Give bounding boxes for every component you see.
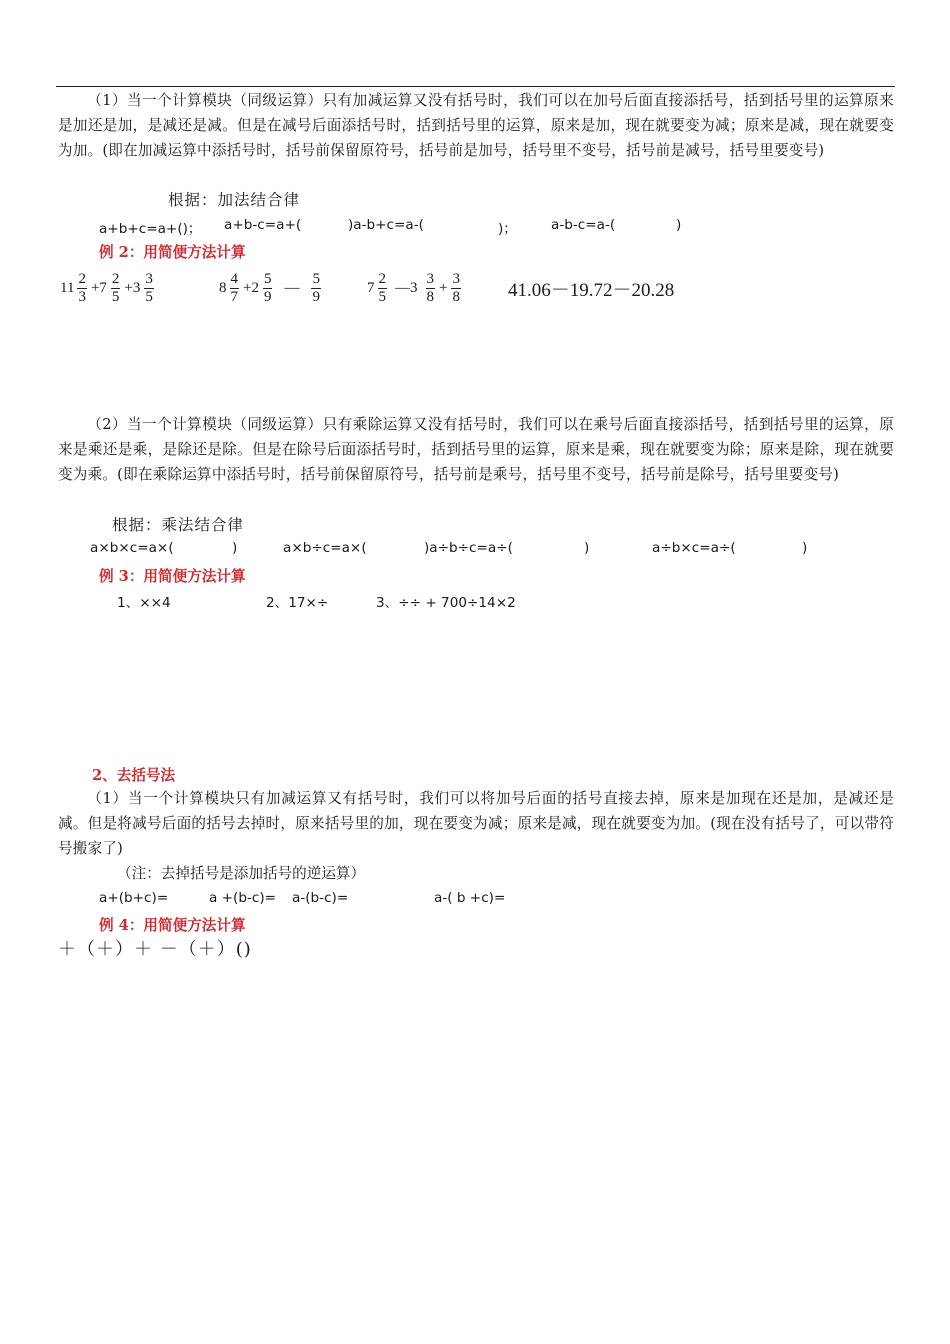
operator: —3	[395, 279, 418, 296]
fraction: $\frac{2}{3}$	[78, 270, 86, 305]
fraction: $\frac{3}{5}$	[145, 270, 153, 305]
formula: )a-b+c=a-(	[348, 217, 424, 233]
formula: a-( b +c)=	[434, 890, 506, 906]
basis-addition-associative: 根据：加法结合律	[168, 191, 301, 209]
whole-number: 11	[60, 279, 75, 296]
paragraph-add-brackets-multiplication: （2）当一个计算模块（同级运算）只有乘除运算又没有括号时，我们可以在乘号后面直接添括号，括到括号里的运算，原来是乘还是乘，是除还是除。但是在除号后面添括号时，括到括号里的运算，原来是乘，现在就要变为除；原来是除，现在就要变为乘。(即在乘除运算中添括号时，括号前保留原符号，括号前是乘号，括号里不变号，括号前是除号，括号里要变号)	[58, 416, 894, 483]
formula: a +(b-c)=	[209, 890, 277, 906]
operator: +7	[90, 279, 107, 296]
exercise-item: 3、÷÷ + 700÷14×2	[376, 595, 516, 611]
fraction: $\frac{2}{5}$	[378, 270, 386, 305]
formula: a-(b-c)=	[292, 890, 349, 906]
fraction: $\frac{5}{9}$	[263, 270, 272, 305]
operator: +2	[243, 279, 259, 296]
formula: a+(b+c)=	[99, 890, 169, 906]
operator: —	[284, 279, 300, 296]
section-heading-remove-brackets: 2、去括号法	[92, 767, 176, 784]
formula: a+b+c=a+()；	[99, 221, 202, 237]
fraction: $\frac{3}{8}$	[426, 270, 434, 305]
fraction: $\frac{4}{7}$	[230, 270, 238, 305]
formula: a÷b×c=a÷(	[652, 540, 736, 556]
note-inverse-operation: （注：去掉括号是添加括号的逆运算）	[117, 865, 366, 882]
expression-2	[219, 266, 323, 310]
basis-multiplication-associative: 根据：乘法结合律	[112, 516, 245, 534]
paragraph-remove-brackets: （1）当一个计算模块只有加减运算又有括号时，我们可以将加号后面的括号直接去掉，原来是加现在还是加，是减还是减。但是将减号后面的括号去掉时，原来括号里的加，现在要变为减；原来是减，现在就要变为加。(现在没有括号了，可以带符号搬家了)	[58, 790, 894, 857]
fraction: $\frac{5}{9}$	[312, 270, 320, 305]
header-rule	[56, 86, 895, 87]
formula: )	[676, 217, 682, 233]
expression-1	[60, 266, 156, 310]
example-2-title: 例 2：用简便方法计算	[99, 244, 246, 261]
example-3-title: 例 3：用简便方法计算	[99, 568, 246, 585]
operator: +3	[124, 279, 141, 296]
formula: a×b×c=a×(	[90, 540, 174, 556]
paragraph-add-brackets-addition: （1）当一个计算模块（同级运算）只有加减运算又没有括号时，我们可以在加号后面直接添括号，括到括号里的运算原来是加还是加，是减还是减。但是在减号后面添括号时，括到括号里的运算，原来是加，现在就要变为减；原来是减，现在就要变为加。(即在加减运算中添括号时，括号前保留原符号，括号前是加号，括号里不变号，括号前是减号，括号里要变号)	[58, 92, 894, 159]
formula: a+b-c=a+(	[224, 217, 302, 233]
expression-4: 41.06－19.72－20.28	[508, 279, 675, 301]
formula: )	[802, 540, 808, 556]
whole-number: 7	[367, 279, 375, 296]
formula: a-b-c=a-(	[551, 217, 616, 233]
example-4-title: 例 4：用简便方法计算	[99, 917, 246, 934]
formula: )	[584, 540, 590, 556]
formula: )；	[498, 221, 517, 237]
operator: +	[439, 279, 448, 296]
formula: a×b÷c=a×(	[283, 540, 367, 556]
expression-3	[367, 266, 463, 310]
exercise-item: 2、17×÷	[266, 595, 329, 611]
fraction: $\frac{3}{8}$	[452, 270, 460, 305]
formula: )	[232, 540, 238, 556]
fraction: $\frac{2}{5}$	[111, 270, 120, 305]
exercise-item: 1、××4	[117, 595, 171, 611]
example-4-expression: ＋（＋）＋ －（＋）()	[58, 939, 252, 960]
whole-number: 8	[219, 279, 227, 296]
formula: )a÷b÷c=a÷(	[424, 540, 513, 556]
